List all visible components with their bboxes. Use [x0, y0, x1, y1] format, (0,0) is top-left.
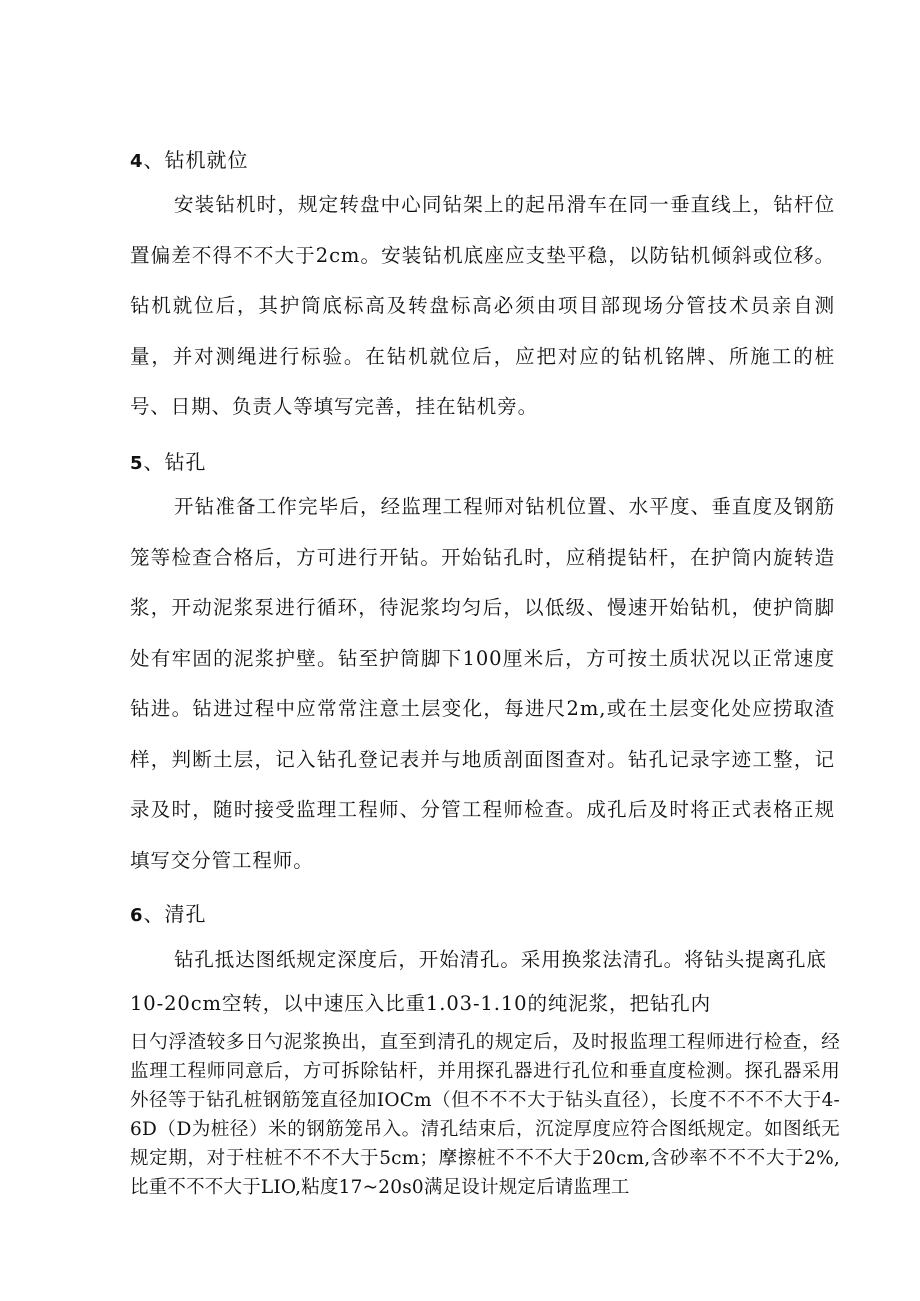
section-6-heading	[130, 898, 207, 927]
section-4-title: 、钻机就位	[143, 148, 249, 172]
section-5-number: 5	[130, 453, 144, 474]
section-5-title: 、钻孔	[143, 450, 207, 474]
section-6-title: 、清孔	[143, 902, 207, 926]
section-6-paragraph-continued: 日勺浮渣较多日勺泥浆换出，直至到清孔的规定后，及时报监理工程师进行检查，经监理工程师同意后，方可拆除钻杆，并用探孔器进行孔位和垂直度检测。探孔器采用外径等于钻孔桩钢筋笼直径加IOCm（但不不不大于钻头直径），长度不不不不大于4-6D（D为桩径）米的钢筋笼吊入。清孔结束后，沉淀厚度应符合图纸规定。如图纸无规定期，对于柱桩不不不大于5cm；摩擦桩不不不大于20cm,含砂率不不不大于2%,比重不不不大于LIO,粘度17~20s0满足设计规定后请监理工	[130, 1032, 840, 1198]
section-4-heading	[130, 144, 249, 173]
section-6-number: 6	[130, 905, 144, 926]
section-6-paragraph: 钻孔抵达图纸规定深度后，开始清孔。采用换浆法清孔。将钻头提离孔底10-20cm空转，以中速压入比重1.03-1.10的纯泥浆，把钻孔内	[130, 948, 827, 1015]
section-4-number: 4	[130, 151, 144, 172]
section-4-paragraph: 安装钻机时，规定转盘中心同钻架上的起吊滑车在同一垂直线上，钻杆位置偏差不得不不大于2cm。安装钻机底座应支垫平稳，以防钻机倾斜或位移。钻机就位后，其护筒底标高及转盘标高必须由项目部现场分管技术员亲自测量，并对测绳进行标验。在钻机就位后，应把对应的钻机铭牌、所施工的桩号、日期、负责人等填写完善，挂在钻机旁。	[130, 193, 835, 418]
section-5-paragraph: 开钻准备工作完毕后，经监理工程师对钻机位置、水平度、垂直度及钢筋笼等检查合格后，方可进行开钻。开始钻孔时，应稍提钻杆，在护筒内旋转造浆，开动泥浆泵进行循环，待泥浆均匀后，以低级、慢速开始钻机，使护筒脚处有牢固的泥浆护壁。钻至护筒脚下100厘米后，方可按土质状况以正常速度钻进。钻进过程中应常常注意土层变化，每进尺2m,或在土层变化处应捞取渣样，判断土层，记入钻孔登记表并与地质剖面图查对。钻孔记录字迹工整，记录及时，随时接受监理工程师、分管工程师检查。成孔后及时将正式表格正规填写交分管工程师。	[130, 495, 835, 872]
section-5-heading	[130, 446, 207, 475]
